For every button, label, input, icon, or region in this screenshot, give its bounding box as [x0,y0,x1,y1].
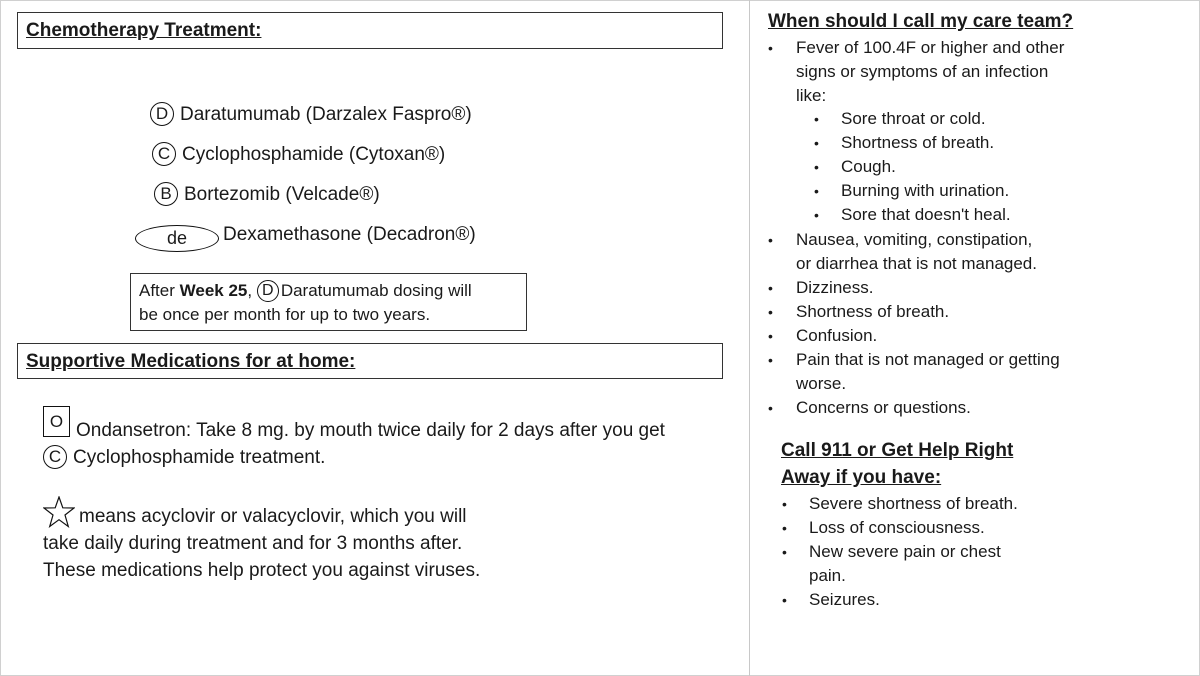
bullet: • [768,304,773,320]
call-item-confusion: Confusion. [796,326,878,345]
ondansetron-text: Cyclophosphamide treatment. [73,447,326,468]
bullet: • [768,232,773,248]
infection-subitem: Shortness of breath. [841,133,995,152]
note-rest: Daratumumab dosing will [280,281,472,300]
sub-bullet: • [814,159,819,175]
med-cyclophosphamide [152,143,445,167]
bullet: • [782,520,787,536]
note-week: Week 25 [179,281,248,300]
med-dexamethasone: Dexamethasone (Decadron®) [223,224,476,245]
call-item-fever-3: like: [796,86,827,105]
ondansetron-line-2 [43,445,325,471]
call-item-pain-1: Pain that is not managed or getting [796,350,1060,369]
emergency-item-pain-1: New severe pain or chest [809,542,1001,561]
emergency-header-2: Away if you have: [781,467,942,488]
infection-subitem: Burning with urination. [841,181,1010,200]
sub-bullet: • [814,183,819,199]
antiviral-line-3: These medications help protect you against viruses. [43,560,481,581]
note-prefix: After [139,281,180,300]
badge-c: C [43,445,67,469]
med-name: Cyclophosphamide (Cytoxan®) [182,144,446,166]
call-item-pain-2: worse. [796,374,847,393]
bullet: • [782,496,787,512]
call-item-fever-1: Fever of 100.4F or higher and other [796,38,1065,57]
bullet: • [768,328,773,344]
badge-d: D [150,102,174,126]
badge-d: D [257,280,279,302]
emergency-item-sob: Severe shortness of breath. [809,494,1018,513]
call-item-sob: Shortness of breath. [796,302,950,321]
call-item-nausea-1: Nausea, vomiting, constipation, [796,230,1033,249]
bullet: • [768,400,773,416]
column-divider [749,0,750,676]
sub-bullet: • [814,207,819,223]
bullet: • [768,40,773,56]
bullet: • [768,352,773,368]
med-name: Bortezomib (Velcade®) [184,184,380,206]
antiviral-line-1: means acyclovir or valacyclovir, which you will [79,506,467,527]
badge-c: C [152,142,176,166]
ondansetron-line-1: Ondansetron: Take 8 mg. by mouth twice daily for 2 days after you get [76,420,665,441]
badge-de: de [135,225,219,252]
supportive-header: Supportive Medications for at home: [17,343,723,379]
emergency-header-1: Call 911 or Get Help Right [781,440,1014,461]
bullet: • [782,592,787,608]
call-item-dizziness: Dizziness. [796,278,874,297]
bullet: • [768,280,773,296]
week25-note [130,273,527,331]
infection-subitem: Sore throat or cold. [841,109,986,128]
sub-bullet: • [814,111,819,127]
note-line-1 [139,279,518,303]
bullet: • [782,544,787,560]
chemo-header: Chemotherapy Treatment: [17,12,723,49]
infection-subitem: Sore that doesn't heal. [841,205,1011,224]
call-item-nausea-2: or diarrhea that is not managed. [796,254,1037,273]
note-line-2: be once per month for up to two years. [139,305,431,324]
emergency-item-consciousness: Loss of consciousness. [809,518,985,537]
emergency-item-pain-2: pain. [809,566,846,585]
med-bortezomib [154,183,380,207]
emergency-item-seizures: Seizures. [809,590,880,609]
star-icon [43,496,75,528]
med-daratumumab [150,103,472,127]
badge-b: B [154,182,178,206]
antiviral-line-2: take daily during treatment and for 3 months after. [43,533,463,554]
infection-subitem: Cough. [841,157,896,176]
call-item-concerns: Concerns or questions. [796,398,971,417]
note-comma: , [247,281,253,300]
med-name: Daratumumab (Darzalex Faspro®) [180,104,472,126]
badge-o: O [43,406,70,437]
sub-bullet: • [814,135,819,151]
call-item-fever-2: signs or symptoms of an infection [796,62,1049,81]
call-care-team-header: When should I call my care team? [768,11,1074,32]
